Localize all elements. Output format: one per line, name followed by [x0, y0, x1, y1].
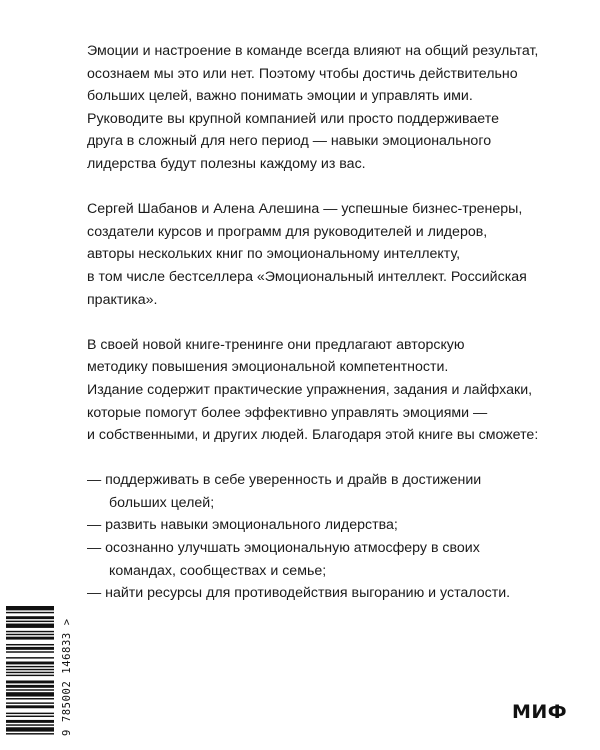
barcode-bar [6, 680, 54, 683]
list-item-text: — осознанно улучшать эмоциональную атмосферу в своих [87, 540, 480, 557]
barcode-bar [6, 612, 54, 613]
barcode-bar [6, 669, 54, 670]
barcode-bar [6, 713, 54, 714]
list-item-text: — поддерживать в себе уверенность и драйв в достижении [87, 472, 482, 489]
list-item-continuation: командах, сообществах и семье; [109, 562, 327, 579]
paragraph-intro [87, 40, 567, 176]
text-line: методику повышения эмоциональной компетентности. [87, 359, 449, 376]
text-line: создатели курсов и программ для руководителей и лидеров, [87, 223, 488, 240]
barcode-digits: 9 785002 146833 > [61, 618, 73, 736]
barcode-bar [6, 672, 54, 673]
text-line: в том числе бестселлера «Эмоциональный интеллект. Российская [87, 268, 527, 285]
text-line: авторы нескольких книг по эмоциональному интеллекту, [87, 246, 461, 263]
barcode-bar [6, 685, 54, 688]
barcode-bar [6, 675, 54, 676]
text-line: которые помогут более эффективно управлять эмоциями — [87, 404, 488, 421]
paragraph-authors [87, 198, 567, 311]
text-line: осознаем мы это или нет. Поэтому чтобы достичь действительно [87, 65, 518, 82]
barcode-bar [6, 644, 54, 645]
back-cover-text [87, 40, 567, 605]
list-item-text: — развить навыки эмоционального лидерства; [87, 517, 398, 534]
barcode-bar [6, 647, 54, 650]
barcode-bar [6, 606, 54, 610]
text-line: практика». [87, 291, 158, 308]
text-line: Эмоции и настроение в команде всегда влияют на общий результат, [87, 43, 539, 59]
isbn-barcode [6, 606, 74, 736]
barcode-bar [6, 637, 54, 640]
text-line: Издание содержит практические упражнения, задания и лайфхаки, [87, 381, 533, 398]
barcode-bar [6, 720, 54, 723]
barcode-bar [6, 698, 54, 699]
text-line: Руководите вы крупной компанией или просто поддерживаете [87, 110, 499, 127]
list-item [87, 469, 567, 514]
barcode-bar [6, 662, 54, 665]
barcode-bar [6, 651, 54, 652]
barcode-bar [6, 666, 54, 667]
barcode-bar [6, 621, 54, 622]
barcode-bar [6, 702, 54, 703]
list-item-text: — найти ресурсы для противодействия выгоранию и усталости. [87, 585, 511, 602]
text-line: лидерства будут полезны каждому из вас. [87, 155, 366, 172]
list-item [87, 582, 567, 605]
barcode-bar [6, 733, 54, 734]
barcode-bars [6, 606, 56, 736]
barcode-bar [6, 634, 54, 635]
text-line: Сергей Шабанов и Алена Алешина — успешные бизнес-тренеры, [87, 201, 523, 218]
barcode-bar [6, 631, 54, 632]
barcode-bar [6, 657, 54, 658]
barcode-bar [6, 624, 54, 628]
paragraph-book [87, 334, 567, 447]
barcode-bar [6, 689, 54, 690]
barcode-bar [6, 716, 54, 717]
text-line: и собственными, и других людей. Благодаря этой книге вы сможете: [87, 427, 539, 444]
text-line: друга в сложный для него период — навыки эмоционального [87, 133, 492, 150]
publisher-logo: МИФ [512, 701, 568, 723]
text-line: В своей новой книге-тренинге они предлагают авторскую [87, 336, 465, 353]
list-item-continuation: больших целей; [109, 494, 215, 511]
barcode-bar [6, 692, 54, 696]
list-item [87, 537, 567, 582]
text-line: больших целей, важно понимать эмоции и управлять ими. [87, 88, 473, 105]
barcode-bar [6, 705, 54, 708]
barcode-bar [6, 616, 54, 619]
barcode-bar [6, 724, 54, 725]
list-item [87, 514, 567, 537]
benefits-list [87, 469, 567, 605]
barcode-bar [6, 727, 54, 731]
